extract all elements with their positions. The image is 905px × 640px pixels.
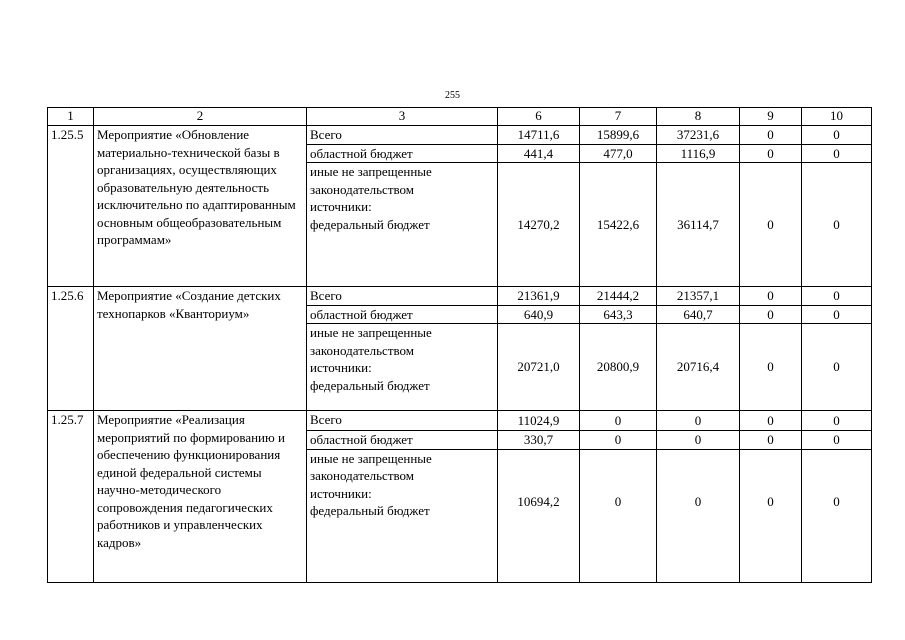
value-cell: 0 bbox=[740, 126, 802, 145]
funding-source-regional: областной бюджет bbox=[307, 431, 498, 450]
funding-source-total: Всего bbox=[307, 411, 498, 431]
value-cell: 0 bbox=[657, 411, 740, 431]
value-cell: 20721,0 bbox=[498, 324, 580, 411]
funding-source-line: законодательством bbox=[310, 342, 415, 358]
column-header: 6 bbox=[498, 108, 580, 126]
value-cell: 0 bbox=[740, 305, 802, 324]
column-header: 3 bbox=[307, 108, 498, 126]
column-header: 10 bbox=[802, 108, 872, 126]
table-row bbox=[48, 287, 872, 306]
value-cell: 21357,1 bbox=[657, 287, 740, 306]
value-cell: 0 bbox=[657, 431, 740, 450]
activity-name: Мероприятие «Реализация мероприятий по формированию и обеспечению функционирования единой федеральной системы научно-методического сопровождения педагогических работников и управленческих кадров» bbox=[94, 411, 307, 583]
funding-source-total: Всего bbox=[307, 126, 498, 145]
value-cell: 0 bbox=[580, 449, 657, 582]
value-cell: 0 bbox=[802, 305, 872, 324]
funding-source-line: федеральный бюджет bbox=[310, 503, 430, 518]
value-cell: 0 bbox=[802, 324, 872, 411]
value-cell: 0 bbox=[657, 449, 740, 582]
value-cell: 477,0 bbox=[580, 144, 657, 163]
value-cell: 0 bbox=[802, 287, 872, 306]
value-cell: 11024,9 bbox=[498, 411, 580, 431]
column-header: 1 bbox=[48, 108, 94, 126]
value-cell: 20716,4 bbox=[657, 324, 740, 411]
value-cell: 0 bbox=[740, 287, 802, 306]
column-header-row bbox=[48, 108, 872, 126]
page-number: 255 bbox=[445, 90, 460, 101]
funding-source-line: федеральный бюджет bbox=[310, 216, 430, 232]
funding-source-other bbox=[307, 324, 498, 411]
value-cell: 20800,9 bbox=[580, 324, 657, 411]
value-cell: 10694,2 bbox=[498, 449, 580, 582]
value-cell: 21444,2 bbox=[580, 287, 657, 306]
funding-source-line: источники: bbox=[310, 485, 372, 501]
value-cell: 0 bbox=[580, 411, 657, 431]
value-cell: 0 bbox=[740, 324, 802, 411]
value-cell: 0 bbox=[802, 449, 872, 582]
value-cell: 0 bbox=[802, 411, 872, 431]
value-cell: 1116,9 bbox=[657, 144, 740, 163]
value-cell: 0 bbox=[740, 163, 802, 287]
funding-source-line: иные не запрещенные bbox=[310, 325, 432, 340]
budget-table bbox=[47, 107, 872, 583]
value-cell: 37231,6 bbox=[657, 126, 740, 145]
value-cell: 0 bbox=[580, 431, 657, 450]
value-cell: 0 bbox=[740, 449, 802, 582]
activity-code: 1.25.6 bbox=[48, 287, 94, 411]
value-cell: 441,4 bbox=[498, 144, 580, 163]
funding-source-line: законодательством bbox=[310, 181, 415, 197]
funding-source-line: источники: bbox=[310, 199, 372, 214]
value-cell: 0 bbox=[740, 431, 802, 450]
column-header: 7 bbox=[580, 108, 657, 126]
funding-source-regional: областной бюджет bbox=[307, 305, 498, 324]
funding-source-line: федеральный бюджет bbox=[310, 377, 430, 393]
value-cell: 0 bbox=[740, 411, 802, 431]
activity-code: 1.25.5 bbox=[48, 126, 94, 287]
funding-source-other bbox=[307, 449, 498, 582]
funding-source-regional: областной бюджет bbox=[307, 144, 498, 163]
funding-source-line: иные не запрещенные bbox=[310, 450, 432, 466]
funding-source-total: Всего bbox=[307, 287, 498, 306]
value-cell: 0 bbox=[802, 144, 872, 163]
value-cell: 0 bbox=[802, 431, 872, 450]
funding-source-line: иные не запрещенные bbox=[310, 164, 432, 179]
activity-code: 1.25.7 bbox=[48, 411, 94, 583]
value-cell: 0 bbox=[802, 163, 872, 287]
table-row bbox=[48, 126, 872, 145]
value-cell: 15422,6 bbox=[580, 163, 657, 287]
value-cell: 640,9 bbox=[498, 305, 580, 324]
value-cell: 330,7 bbox=[498, 431, 580, 450]
column-header: 9 bbox=[740, 108, 802, 126]
value-cell: 21361,9 bbox=[498, 287, 580, 306]
funding-source-line: законодательством bbox=[310, 468, 415, 483]
column-header: 8 bbox=[657, 108, 740, 126]
value-cell: 643,3 bbox=[580, 305, 657, 324]
value-cell: 0 bbox=[740, 144, 802, 163]
activity-name: Мероприятие «Создание детских технопарков «Кванториум» bbox=[94, 287, 307, 411]
value-cell: 36114,7 bbox=[657, 163, 740, 287]
table-row bbox=[48, 411, 872, 431]
value-cell: 15899,6 bbox=[580, 126, 657, 145]
value-cell: 14270,2 bbox=[498, 163, 580, 287]
value-cell: 640,7 bbox=[657, 305, 740, 324]
funding-source-other bbox=[307, 163, 498, 287]
value-cell: 0 bbox=[802, 126, 872, 145]
column-header: 2 bbox=[94, 108, 307, 126]
activity-name: Мероприятие «Обновление материально-технической базы в организациях, осуществляющих образовательную деятельность исключительно по адаптированным основным общеобразовательным программам» bbox=[94, 126, 307, 287]
value-cell: 14711,6 bbox=[498, 126, 580, 145]
funding-source-line: источники: bbox=[310, 360, 372, 375]
